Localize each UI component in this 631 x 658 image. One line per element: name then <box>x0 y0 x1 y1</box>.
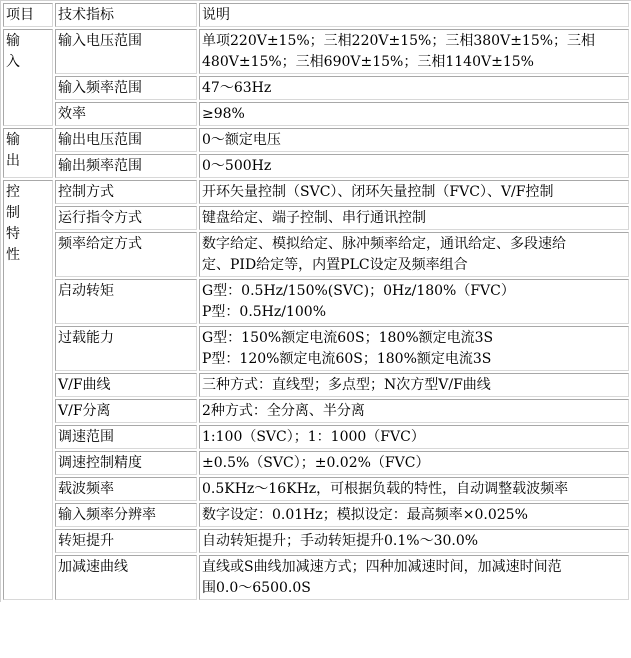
table-row <box>3 503 629 527</box>
description-line: 三种方式：直线型；多点型；N次方型V/F曲线 <box>202 377 491 393</box>
description-line: G型：0.5Hz/150%(SVC)；0Hz/180%（FVC） <box>202 283 515 299</box>
description-line: 47～63Hz <box>202 80 272 96</box>
table-row <box>3 29 629 74</box>
description-line: P型：0.5Hz/100% <box>202 304 327 320</box>
description-cell <box>199 477 629 501</box>
description-cell <box>199 180 629 204</box>
description-line: 定、PID给定等，内置PLC设定及频率组合 <box>202 257 468 273</box>
indicator-cell: 转矩提升 <box>55 529 197 553</box>
table-row <box>3 373 629 397</box>
table-row <box>3 154 629 178</box>
description-line: 2种方式：全分离、半分离 <box>202 403 365 419</box>
table-row <box>3 180 629 204</box>
header-item: 项目 <box>3 3 53 27</box>
description-cell <box>199 29 629 74</box>
description-cell <box>199 425 629 449</box>
indicator-cell: 加减速曲线 <box>55 555 197 600</box>
indicator-cell: 效率 <box>55 102 197 126</box>
table-row <box>3 477 629 501</box>
description-cell <box>199 154 629 178</box>
header-indicator: 技术指标 <box>55 3 197 27</box>
description-line: 数字设定：0.01Hz；模拟设定：最高频率×0.025% <box>202 507 528 523</box>
description-cell <box>199 373 629 397</box>
category-cell <box>3 128 53 178</box>
table-row <box>3 529 629 553</box>
table-row <box>3 399 629 423</box>
indicator-cell: 过载能力 <box>55 326 197 371</box>
description-line: ±0.5%（SVC）；±0.02%（FVC） <box>202 455 430 471</box>
description-line: 0～额定电压 <box>202 132 281 148</box>
table-row <box>3 76 629 100</box>
description-line: 0～500Hz <box>202 158 272 174</box>
description-line: 键盘给定、端子控制、串行通讯控制 <box>202 210 426 226</box>
indicator-cell: 启动转矩 <box>55 279 197 324</box>
indicator-cell: 频率给定方式 <box>55 232 197 277</box>
description-cell <box>199 76 629 100</box>
description-line: 480V±15%；三相690V±15%；三相1140V±15% <box>202 54 534 70</box>
description-line: 0.5KHz～16KHz，可根据负载的特性，自动调整载波频率 <box>202 481 569 497</box>
description-cell <box>199 128 629 152</box>
description-cell <box>199 503 629 527</box>
table-row <box>3 128 629 152</box>
description-line: P型：120%额定电流60S；180%额定电流3S <box>202 351 492 367</box>
description-cell <box>199 206 629 230</box>
table-row <box>3 555 629 600</box>
indicator-cell: 输入频率范围 <box>55 76 197 100</box>
description-line: G型：150%额定电流60S；180%额定电流3S <box>202 330 494 346</box>
table-row <box>3 232 629 277</box>
indicator-cell: 载波频率 <box>55 477 197 501</box>
table-row <box>3 425 629 449</box>
description-cell <box>199 102 629 126</box>
description-line: 开环矢量控制（SVC）、闭环矢量控制（FVC）、V/F控制 <box>202 184 554 200</box>
indicator-cell: 输入频率分辨率 <box>55 503 197 527</box>
description-cell <box>199 451 629 475</box>
description-line: 1:100（SVC）；1：1000（FVC） <box>202 429 425 445</box>
description-line: 围0.0～6500.0S <box>202 580 311 596</box>
indicator-cell: 运行指令方式 <box>55 206 197 230</box>
description-cell <box>199 399 629 423</box>
indicator-cell: 调速控制精度 <box>55 451 197 475</box>
description-line: 单项220V±15%；三相220V±15%；三相380V±15%；三相 <box>202 33 596 49</box>
indicator-cell: 控制方式 <box>55 180 197 204</box>
indicator-cell: 调速范围 <box>55 425 197 449</box>
indicator-cell: V/F曲线 <box>55 373 197 397</box>
table-row <box>3 451 629 475</box>
description-cell <box>199 279 629 324</box>
description-line: ≥98% <box>202 106 245 122</box>
category-cell <box>3 180 53 600</box>
description-cell <box>199 326 629 371</box>
indicator-cell: 输出电压范围 <box>55 128 197 152</box>
category-label: 输入 <box>6 33 20 70</box>
table-row <box>3 206 629 230</box>
indicator-cell: 输出频率范围 <box>55 154 197 178</box>
spec-table-body <box>3 3 629 600</box>
description-line: 自动转矩提升；手动转矩提升0.1%～30.0% <box>202 533 479 549</box>
indicator-cell: V/F分离 <box>55 399 197 423</box>
table-row <box>3 102 629 126</box>
category-label: 输出 <box>6 132 20 169</box>
table-row <box>3 279 629 324</box>
description-line: 直线或S曲线加减速方式；四种加减速时间，加减速时间范 <box>202 559 562 575</box>
category-cell <box>3 29 53 126</box>
header-description: 说明 <box>199 3 629 27</box>
description-line: 数字给定、模拟给定、脉冲频率给定，通讯给定、多段速给 <box>202 236 566 252</box>
description-cell <box>199 555 629 600</box>
category-label: 控制特性 <box>6 184 20 263</box>
table-row <box>3 326 629 371</box>
description-cell <box>199 529 629 553</box>
indicator-cell: 输入电压范围 <box>55 29 197 74</box>
header-row <box>3 3 629 27</box>
description-cell <box>199 232 629 277</box>
